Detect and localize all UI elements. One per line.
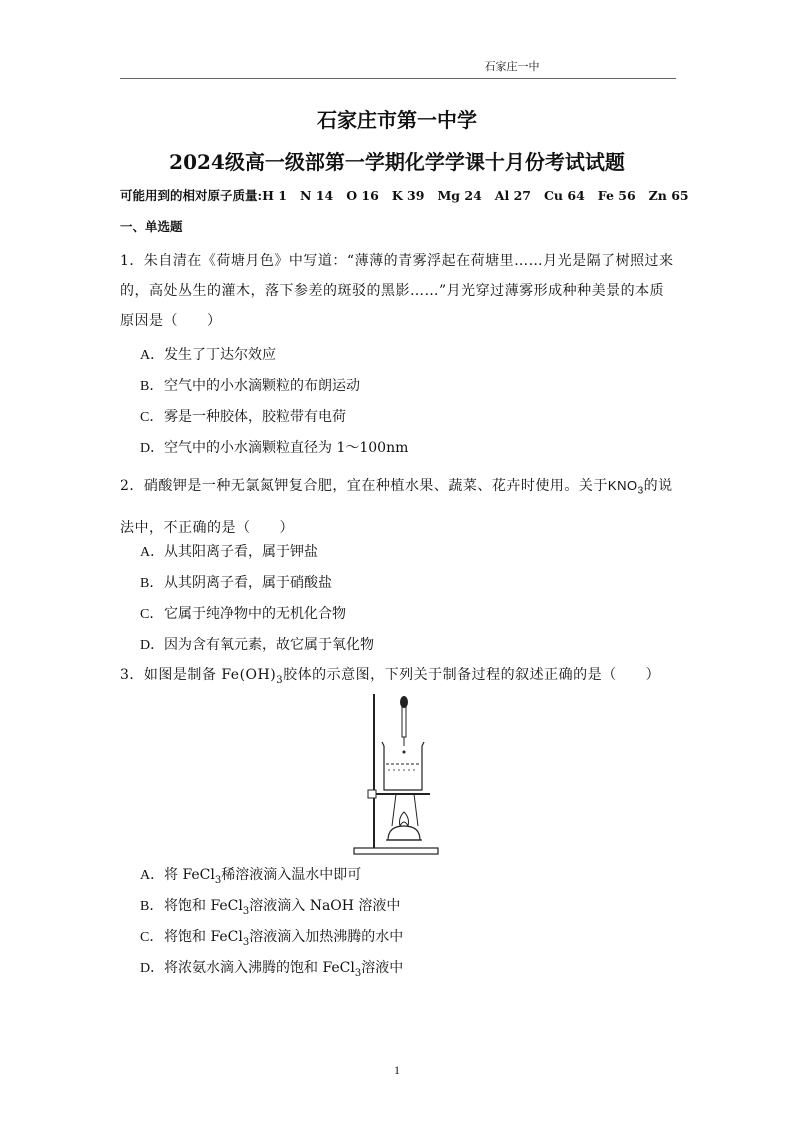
page-title-exam: 2024级高一级部第一学期化学学课十月份考试试题	[169, 150, 625, 174]
question-3-option-b[interactable]: B．将饱和 FeCl$_3$溶液滴入 NaOH 溶液中	[140, 898, 401, 917]
alcohol-lamp	[388, 826, 420, 840]
atomic-mass-item: H 1	[262, 188, 287, 203]
drop	[403, 751, 406, 754]
clamp	[368, 790, 376, 798]
question-2-option-c[interactable]: C．它属于纯净物中的无机化合物	[140, 606, 346, 622]
dropper-bulb	[400, 696, 408, 708]
question-2-option-a[interactable]: A．从其阳离子看，属于钾盐	[140, 544, 318, 560]
atomic-mass-item: N 14	[300, 188, 334, 203]
question-1-option-b[interactable]: B．空气中的小水滴颗粒的布朗运动	[140, 378, 360, 394]
atomic-mass-item: Fe 56	[597, 188, 636, 203]
question-1-option-c[interactable]: C．雾是一种胶体，胶粒带有电荷	[140, 409, 346, 425]
question-3-option-c[interactable]: C．将饱和 FeCl$_3$溶液滴入加热沸腾的水中	[140, 929, 404, 948]
question-1-option-a[interactable]: A．发生了丁达尔效应	[140, 347, 276, 363]
question-3-option-d[interactable]: D．将浓氨水滴入沸腾的饱和 FeCl$_3$溶液中	[140, 960, 404, 979]
atomic-mass-item: Al 27	[494, 188, 531, 203]
atomic-mass-item: Cu 64	[543, 188, 585, 203]
question-3-stem: 3．如图是制备 $Fe(OH)_3$胶体的示意图，下列关于制备过程的叙述正确的是（ ）	[120, 667, 661, 686]
flame	[400, 812, 409, 826]
atomic-mass-item: K 39	[391, 188, 425, 203]
atomic-mass-item: Zn 65	[648, 188, 689, 203]
question-1-option-d[interactable]: D．空气中的小水滴颗粒直径为 1～100nm	[140, 440, 409, 456]
question-2-option-d[interactable]: D．因为含有氧元素，故它属于氧化物	[140, 637, 374, 653]
page-number: 1	[394, 1063, 400, 1077]
question-2-option-b[interactable]: B．从其阴离子看，属于硝酸盐	[140, 575, 332, 591]
dropper-tube	[402, 707, 406, 737]
section-title: 一、单选题	[120, 219, 183, 234]
beaker	[382, 742, 424, 790]
atomic-masses-label: 可能用到的相对原子质量:	[120, 188, 263, 203]
header-divider	[120, 78, 676, 79]
atomic-mass-item: Mg 24	[437, 188, 482, 203]
question-3-option-a[interactable]: A．将 FeCl$_3$稀溶液滴入温水中即可	[140, 867, 362, 886]
question-1-stem: 1．朱自清在《荷塘月色》中写道：“薄薄的青雾浮起在荷塘里……月光是隔了树照过来的，高处丛生的灌木，落下参差的斑驳的黑影……”月光穿过薄雾形成种种美景的本质原因是（ ）	[120, 253, 674, 329]
question-2-stem: 2．硝酸钾是一种无氯氮钾复合肥，宜在种植水果、蔬菜、花卉时使用。关于$KNO_3$的说法中，不正确的是（ ）	[120, 478, 673, 536]
formula-kno3: $KNO_3$	[607, 478, 644, 497]
header-school-mark: 石家庄一中	[484, 60, 540, 73]
atomic-mass-item: O 16	[346, 188, 379, 203]
page-title-school: 石家庄市第一中学	[317, 108, 477, 132]
colloid-apparatus-figure	[352, 690, 440, 858]
stand-base	[354, 848, 438, 854]
atomic-masses-line	[120, 186, 689, 204]
